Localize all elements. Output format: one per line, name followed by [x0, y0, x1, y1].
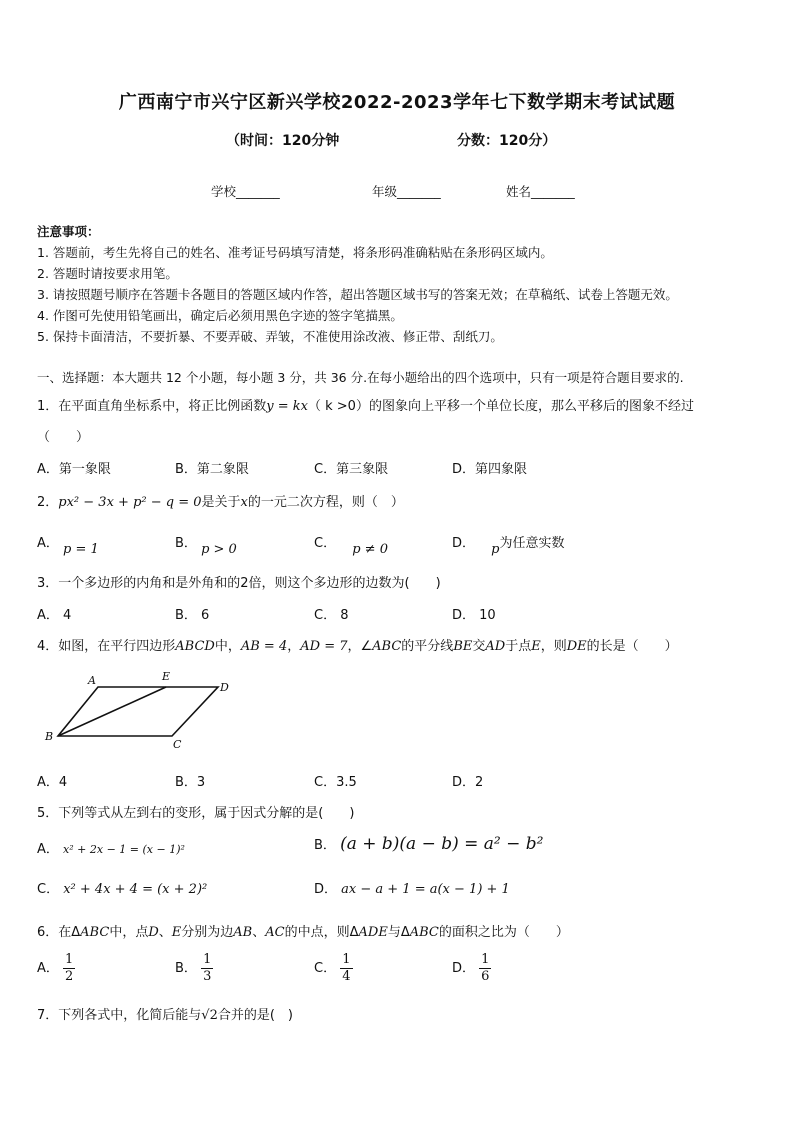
- q7-sqrt: √2: [201, 1008, 218, 1023]
- label-e: E: [162, 670, 171, 683]
- notes-heading: 注意事项：: [37, 224, 100, 239]
- q4-option-c[interactable]: C．3.5: [314, 775, 357, 790]
- question-7: 7．下列各式中，化简后能与√2合并的是( ): [37, 1008, 293, 1023]
- q6-option-a[interactable]: A． $\frac{1}{2}$: [37, 952, 74, 984]
- question-1: 1．在平面直角坐标系中，将正比例函数y = kx（ k >0）的图象向上平移一个单位长度，那么平移后的图象不经过: [37, 399, 694, 414]
- q1-option-d[interactable]: D．第四象限: [452, 462, 528, 477]
- note-item: 3. 请按照题号顺序在答题卡各题目的答题区域内作答，超出答题区域书写的答案无效；在草稿纸、试卷上答题无效。: [37, 287, 678, 302]
- question-6: 6．在ΔABC中，点D、E分别为边AB、AC的中点，则ΔADE与ΔABC的面积之比为（ ）: [37, 925, 569, 940]
- q4-option-a[interactable]: A．4: [37, 775, 68, 790]
- parallelogram-shape: [58, 687, 218, 736]
- question-4: 4．如图，在平行四边形ABCD中，AB = 4，AD = 7，∠ABC的平分线BE交AD于点E，则DE的长是（ ）: [37, 639, 678, 654]
- q2-option-c[interactable]: C． p ≠ 0: [314, 536, 388, 557]
- q2-equation: px² − 3x + p² − q = 0: [58, 495, 202, 510]
- q5-option-d[interactable]: D． ax − a + 1 = a(x − 1) + 1: [314, 882, 510, 897]
- note-item: 4. 作图可先使用铅笔画出，确定后必须用黑色字迹的签字笔描黑。: [37, 308, 403, 323]
- grade-field[interactable]: 年级_______: [372, 184, 441, 199]
- q5-option-b[interactable]: B． (a + b)(a − b) = a² − b²: [314, 834, 544, 854]
- q5-option-c[interactable]: C． x² + 4x + 4 = (x + 2)²: [37, 882, 208, 897]
- q6-option-b[interactable]: B． $\frac{1}{3}$: [175, 952, 212, 984]
- q6-option-c[interactable]: C． $\frac{1}{4}$: [314, 952, 351, 984]
- q1-paren: （ ）: [37, 430, 90, 445]
- q1-function: y = kx: [266, 399, 308, 414]
- q3-option-d[interactable]: D． 10: [452, 608, 496, 623]
- q5-option-a[interactable]: A． x² + 2x − 1 = (x − 1)²: [37, 842, 185, 857]
- q4-option-b[interactable]: B．3: [175, 775, 206, 790]
- q1-option-a[interactable]: A．第一象限: [37, 462, 111, 477]
- note-item: 2. 答题时请按要求用笔。: [37, 266, 178, 281]
- exam-score: 分数：120分）: [457, 133, 557, 149]
- page-title: 广西南宁市兴宁区新兴学校2022-2023学年七下数学期末考试试题: [118, 92, 676, 113]
- q6-option-d[interactable]: D． $\frac{1}{6}$: [452, 952, 490, 984]
- notes-block: [37, 221, 678, 347]
- parallelogram-figure: [38, 668, 238, 753]
- q1-option-c[interactable]: C．第三象限: [314, 462, 389, 477]
- q2-option-d[interactable]: D． p为任意实数: [452, 536, 565, 557]
- q2-option-a[interactable]: A． p = 1: [37, 536, 99, 557]
- label-c: C: [173, 738, 182, 751]
- q3-option-b[interactable]: B． 6: [175, 608, 210, 623]
- name-field[interactable]: 姓名_______: [506, 184, 575, 199]
- q4-option-d[interactable]: D．2: [452, 775, 484, 790]
- question-2: 2．px² − 3x + p² − q = 0是关于x的一元二次方程，则（ ）: [37, 495, 404, 510]
- q2-option-b[interactable]: B． p > 0: [175, 536, 237, 557]
- label-b: B: [45, 730, 54, 743]
- q1-option-b[interactable]: B．第二象限: [175, 462, 249, 477]
- question-5: 5．下列等式从左到右的变形，属于因式分解的是( ): [37, 806, 355, 821]
- section-heading: 一、选择题：本大题共 12 个小题，每小题 3 分，共 36 分.在每小题给出的四个选项中，只有一项是符合题目要求的.: [37, 370, 684, 385]
- exam-time: （时间：120分钟: [226, 133, 340, 149]
- school-field[interactable]: 学校_______: [211, 184, 280, 199]
- question-3: 3．一个多边形的内角和是外角和的2倍，则这个多边形的边数为( ): [37, 576, 441, 591]
- note-item: 5. 保持卡面清洁，不要折暴、不要弄破、弄皱，不准使用涂改液、修正带、刮纸刀。: [37, 329, 503, 344]
- label-d: D: [220, 681, 229, 694]
- bisector-line: [58, 687, 166, 736]
- label-a: A: [88, 674, 96, 687]
- q3-option-c[interactable]: C． 8: [314, 608, 349, 623]
- note-item: 1. 答题前，考生先将自己的姓名、准考证号码填写清楚，将条形码准确粘贴在条形码区域内。: [37, 245, 553, 260]
- q3-option-a[interactable]: A． 4: [37, 608, 72, 623]
